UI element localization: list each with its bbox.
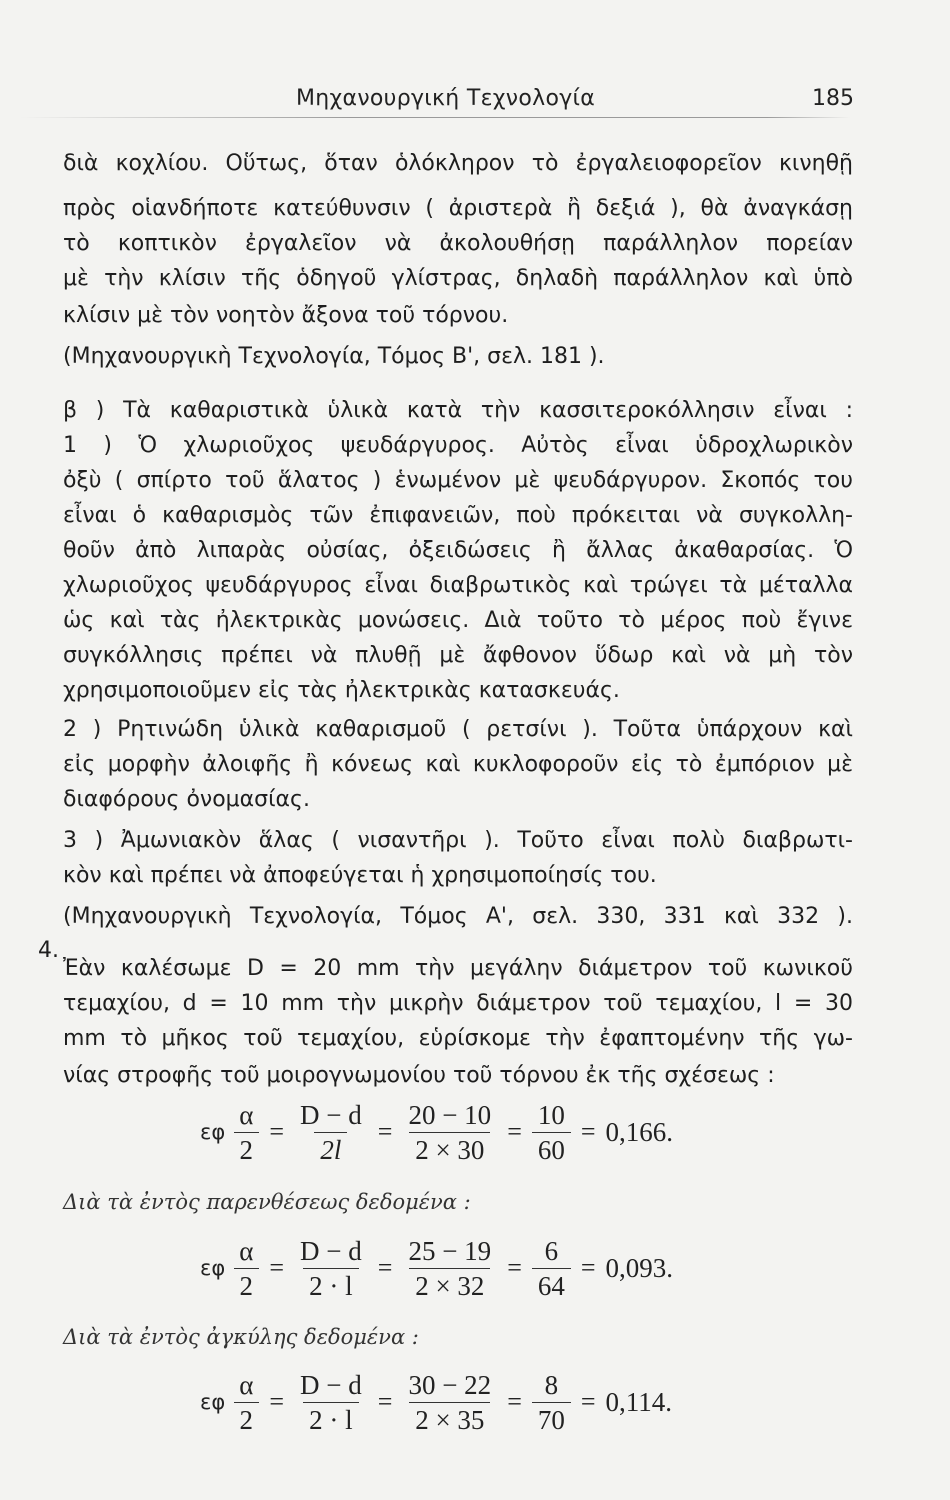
fraction: $\frac{6}{64}$ — [532, 1236, 571, 1301]
note-brackets: Διὰ τὰ ἐντὸς ἀγκύλης δεδομένα : — [63, 1325, 419, 1349]
equals-sign: = — [377, 1117, 393, 1146]
text-line: εἶναι ὁ καθαρισμὸς τῶν ἐπιφανειῶν, ποὺ πρόκειται νὰ συγκολλη- — [63, 503, 853, 528]
text-line: 2 ) Ρητινώδη ὑλικὰ καθαρισμοῦ ( ρετσίνι ). Τοῦτα ὑπάρχουν καὶ — [63, 717, 853, 742]
running-header: Μηχανουργική Τεχνολογία — [296, 86, 596, 111]
text-line: Ἐὰν καλέσωμε D = 20 mm τὴν μεγάλην διάμετρον τοῦ κωνικοῦ — [63, 956, 853, 981]
text-line: πρὸς οἱανδήποτε κατεύθυνσιν ( ἀριστερὰ ἢ δεξιά ), θὰ ἀναγκάσῃ — [63, 196, 853, 221]
text-line: β ) Τὰ καθαριστικὰ ὑλικὰ κατὰ τὴν κασσιτεροκόλλησιν εἶναι : — [63, 398, 853, 423]
equals-sign: = — [580, 1387, 596, 1416]
equals-sign: = — [580, 1253, 596, 1282]
eq-result: 0,093. — [605, 1252, 674, 1283]
text-line: ὡς καὶ τὰς ἠλεκτρικὰς μονώσεις. Διὰ τοῦτο τὸ μέρος ποὺ ἔγινε — [63, 608, 853, 633]
text-line: χλωριοῦχος ψευδάργυρος εἶναι διαβρωτικὸς καὶ τρώγει τὰ μέταλλα — [63, 573, 853, 598]
equals-sign: = — [580, 1117, 596, 1146]
fraction: $\frac{10}{60}$ — [532, 1100, 571, 1165]
fraction: $\frac{D - d}{2l}$ — [300, 1099, 362, 1165]
fraction: $\frac{\alpha}{2}$ — [233, 1236, 259, 1301]
fraction: $\frac{D - d}{2 \cdot l}$ — [300, 1369, 362, 1435]
equation-2 — [200, 1232, 673, 1304]
text-line: διαφόρους ὀνομασίας. — [63, 787, 310, 812]
equals-sign: = — [269, 1117, 285, 1146]
text-line: συγκόλλησις πρέπει νὰ πλυθῇ μὲ ἄφθονον ὕδωρ καὶ νὰ μὴ τὸν — [63, 643, 853, 668]
eq-result: 0,114. — [605, 1386, 673, 1417]
text-line: μὲ τὴν κλίσιν τῆς ὁδηγοῦ γλίστρας, δηλαδὴ παράλληλον καὶ ὑπὸ — [63, 266, 853, 291]
text-line: νίας στροφῆς τοῦ μοιρογνωμονίου τοῦ τόρνου ἐκ τῆς σχέσεως : — [63, 1063, 775, 1088]
equation-1 — [200, 1096, 673, 1168]
citation: (Μηχανουργικὴ Τεχνολογία, Τόμος Β', σελ. 181 ). — [63, 344, 605, 369]
fraction: $\frac{20 - 10}{2 \times 30}$ — [408, 1099, 492, 1165]
text-line: τὸ κοπτικὸν ἐργαλεῖον νὰ ἀκολουθήσῃ παράλληλον πορείαν — [63, 231, 853, 256]
text-line: mm τὸ μῆκος τοῦ τεμαχίου, εὑρίσκομε τὴν ἐφαπτομένην τῆς γω- — [63, 1026, 853, 1051]
equation-3 — [200, 1366, 672, 1438]
equals-sign: = — [377, 1253, 393, 1282]
text-line: κλίσιν μὲ τὸν νοητὸν ἄξονα τοῦ τόρνου. — [63, 303, 509, 328]
eq-lhs: εφ — [200, 1120, 226, 1144]
fraction: $\frac{\alpha}{2}$ — [233, 1370, 259, 1435]
text-line: τεμαχίου, d = 10 mm τὴν μικρὴν διάμετρον τοῦ τεμαχίου, l = 30 — [63, 991, 853, 1016]
equals-sign: = — [507, 1253, 522, 1282]
eq-lhs: εφ — [200, 1390, 226, 1414]
page-number: 185 — [812, 86, 854, 111]
header-rule — [20, 117, 850, 118]
fraction: $\frac{8}{70}$ — [532, 1370, 571, 1435]
fraction: $\frac{D - d}{2 \cdot l}$ — [300, 1235, 362, 1301]
fraction: $\frac{25 - 19}{2 \times 32}$ — [408, 1235, 492, 1301]
item-number: 4. — [38, 938, 59, 963]
note-parentheses: Διὰ τὰ ἐντὸς παρενθέσεως δεδομένα : — [63, 1190, 471, 1214]
text-line: διὰ κοχλίου. Οὕτως, ὅταν ὁλόκληρον τὸ ἐργαλειοφορεῖον κινηθῇ — [63, 151, 853, 176]
citation: (Μηχανουργικὴ Τεχνολογία, Τόμος Α', σελ. 330, 331 καὶ 332 ). — [63, 904, 853, 929]
text-line: κὸν καὶ πρέπει νὰ ἀποφεύγεται ἡ χρησιμοποίησίς του. — [63, 863, 657, 888]
fraction: $\frac{\alpha}{2}$ — [233, 1100, 259, 1165]
equals-sign: = — [507, 1117, 522, 1146]
text-line: 3 ) Ἀμωνιακὸν ἅλας ( νισαντῆρι ). Τοῦτο εἶναι πολὺ διαβρωτι- — [63, 828, 853, 853]
text-line: ὀξὺ ( σπίρτο τοῦ ἅλατος ) ἑνωμένον μὲ ψευδάργυρον. Σκοπός του — [63, 468, 853, 493]
fraction: $\frac{30 - 22}{2 \times 35}$ — [408, 1369, 492, 1435]
text-line: χρησιμοποιοῦμεν εἰς τὰς ἠλεκτρικὰς κατασκευάς. — [63, 678, 620, 703]
equals-sign: = — [377, 1387, 393, 1416]
eq-result: 0,166. — [605, 1116, 674, 1147]
equals-sign: = — [269, 1387, 285, 1416]
equals-sign: = — [269, 1253, 285, 1282]
text-line: θοῦν ἀπὸ λιπαρὰς οὐσίας, ὀξειδώσεις ἢ ἄλλας ἀκαθαρσίας. Ὁ — [63, 538, 853, 563]
text-line: εἰς μορφὴν ἀλοιφῆς ἢ κόνεως καὶ κυκλοφοροῦν εἰς τὸ ἐμπόριον μὲ — [63, 752, 853, 777]
equals-sign: = — [507, 1387, 522, 1416]
text-line: 1 ) Ὁ χλωριοῦχος ψευδάργυρος. Αὐτὸς εἶναι ὑδροχλωρικὸν — [63, 433, 853, 458]
eq-lhs: εφ — [200, 1256, 226, 1280]
